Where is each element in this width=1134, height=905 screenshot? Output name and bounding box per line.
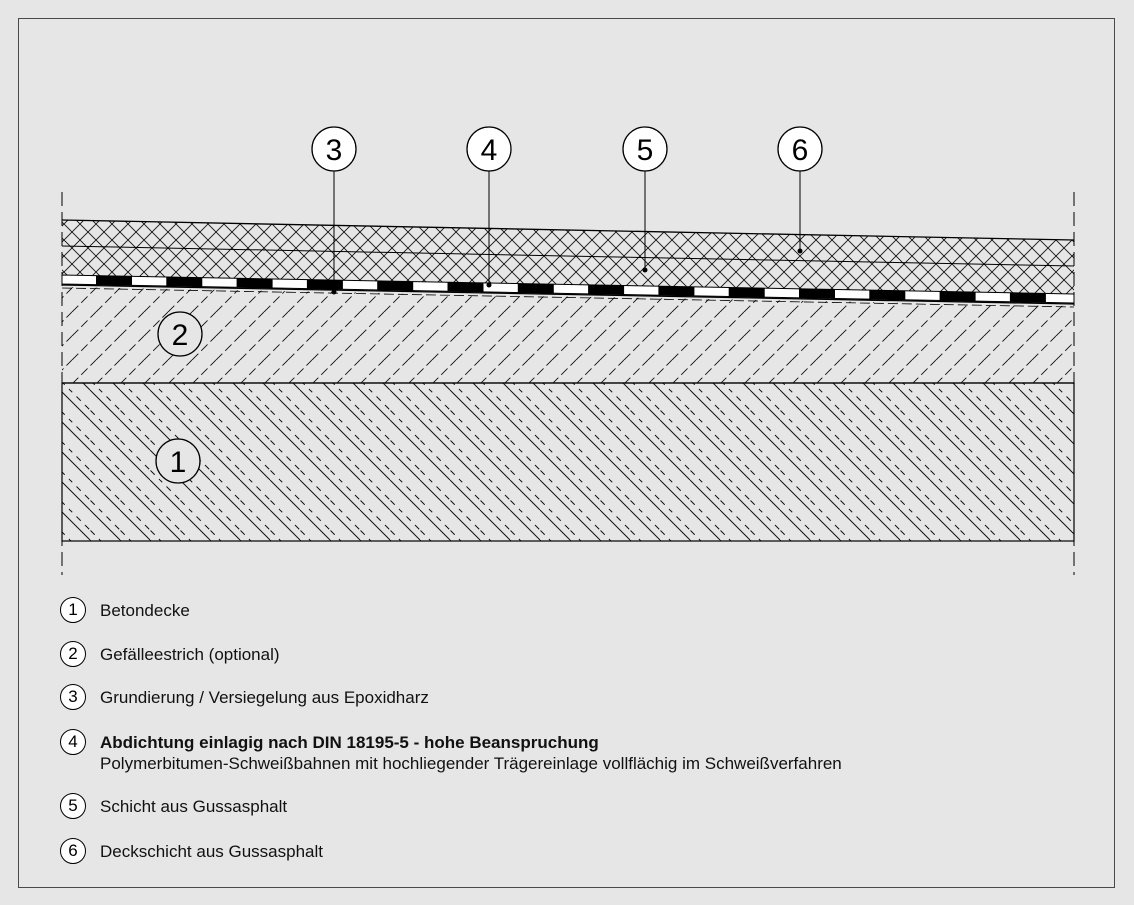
legend-item bbox=[60, 793, 287, 819]
legend-number: 3 bbox=[60, 684, 86, 710]
membrane-segment bbox=[237, 278, 273, 288]
legend-title: Schicht aus Gussasphalt bbox=[100, 797, 288, 816]
legend-title: Gefälleestrich (optional) bbox=[100, 645, 280, 664]
svg-text:3: 3 bbox=[325, 134, 343, 167]
membrane-segment bbox=[729, 288, 765, 298]
legend-item bbox=[60, 838, 323, 864]
membrane-segment bbox=[869, 290, 905, 300]
svg-text:1: 1 bbox=[169, 446, 187, 479]
legend-number: 6 bbox=[60, 838, 86, 864]
membrane-segment bbox=[940, 291, 976, 301]
legend-title: Abdichtung einlagig nach DIN 18195-5 - hohe Beanspruchung bbox=[100, 733, 599, 752]
callout-5 bbox=[623, 127, 667, 171]
membrane-segment bbox=[166, 277, 202, 287]
legend-number: 4 bbox=[60, 729, 86, 755]
svg-text:4: 4 bbox=[480, 134, 498, 167]
layer-number-1 bbox=[156, 439, 200, 483]
legend-number: 2 bbox=[60, 641, 86, 667]
legend-item bbox=[60, 684, 429, 710]
membrane-segment bbox=[1010, 293, 1046, 303]
legend-item bbox=[60, 641, 280, 667]
concrete-slab bbox=[62, 383, 1074, 541]
membrane-segment bbox=[448, 282, 484, 292]
membrane-segment bbox=[588, 285, 624, 295]
legend-title: Deckschicht aus Gussasphalt bbox=[100, 842, 323, 861]
svg-text:5: 5 bbox=[636, 134, 654, 167]
membrane-segment bbox=[658, 286, 694, 296]
membrane-segment bbox=[799, 289, 835, 299]
legend-number: 5 bbox=[60, 793, 86, 819]
membrane-segment bbox=[307, 280, 343, 290]
membrane-segment bbox=[96, 276, 132, 286]
layer-number-2 bbox=[158, 312, 202, 356]
legend-item bbox=[60, 597, 190, 623]
svg-text:6: 6 bbox=[791, 134, 809, 167]
callout-3 bbox=[312, 127, 356, 171]
legend-title: Betondecke bbox=[100, 601, 190, 620]
membrane-segment bbox=[377, 281, 413, 291]
callout-4 bbox=[467, 127, 511, 171]
legend-subtitle: Polymerbitumen-Schweißbahnen mit hochliegender Trägereinlage vollflächig im Schweißverfahren bbox=[100, 754, 842, 773]
svg-text:2: 2 bbox=[171, 319, 189, 352]
membrane-segment bbox=[518, 284, 554, 294]
legend-title: Grundierung / Versiegelung aus Epoxidharz bbox=[100, 688, 429, 707]
legend-item bbox=[60, 729, 842, 774]
callout-6 bbox=[778, 127, 822, 171]
legend-number: 1 bbox=[60, 597, 86, 623]
